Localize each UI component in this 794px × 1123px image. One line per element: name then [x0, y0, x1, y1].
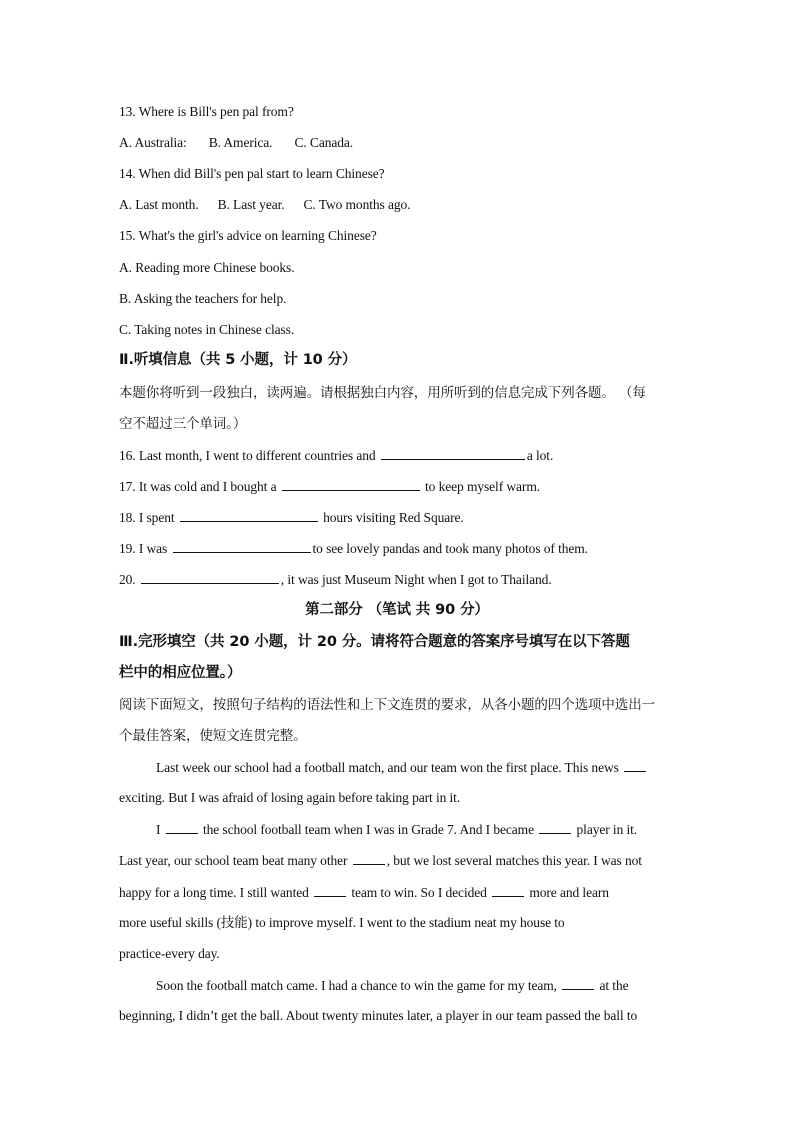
q20-text-after: , it was just Museum Night when I got to Thailand. — [280, 572, 552, 587]
passage-line-5-text-a: happy for a long time. I still wanted — [119, 885, 313, 900]
passage-line-5 — [119, 882, 675, 903]
q20-text-before: 20. — [119, 572, 139, 587]
q14-option-a: A. Last month. — [119, 197, 199, 212]
passage-line-9: beginning, I didn’t get the ball. About twenty minutes later, a player in our team passed the ball to — [119, 1008, 638, 1023]
question-13-options — [119, 133, 675, 153]
cloze-blank-4[interactable] — [353, 850, 385, 865]
passage-line-5-text-b: team to win. So I decided — [348, 885, 491, 900]
passage-line-5-text-c: more and learn — [526, 885, 609, 900]
q14-option-c: C. Two months ago. — [303, 197, 411, 212]
passage-line-8-text-a: Soon the football match came. I had a chance to win the game for my team, — [156, 978, 561, 993]
cloze-blank-1[interactable] — [624, 757, 646, 772]
question-14-stem: 14. When did Bill's pen pal start to learn Chinese? — [119, 166, 385, 181]
q15-option-c: C. Taking notes in Chinese class. — [119, 322, 295, 337]
question-19 — [119, 538, 675, 559]
section-2-instruction-line2: 空不超过三个单词。） — [119, 416, 247, 432]
passage-line-1 — [119, 757, 675, 778]
q20-answer-blank[interactable] — [141, 569, 279, 584]
q15-option-b: B. Asking the teachers for help. — [119, 291, 287, 306]
cloze-blank-2[interactable] — [166, 819, 198, 834]
section-3-instruction-line2: 个最佳答案，使短文连贯完整。 — [119, 728, 307, 744]
section-3-heading-line2: 栏中的相应位置。） — [119, 665, 242, 681]
cloze-blank-6[interactable] — [492, 882, 524, 897]
passage-line-4-text-b: , but we lost several matches this year. I was not — [386, 853, 642, 868]
section-3-heading-line1: Ⅲ.完形填空（共 20 小题，计 20 分。请将符合题意的答案序号填写在以下答题 — [119, 634, 630, 650]
passage-line-3-text-c: player in it. — [573, 822, 638, 837]
q18-text-after: hours visiting Red Square. — [319, 510, 464, 525]
passage-line-4 — [119, 850, 675, 871]
q13-option-c: C. Canada. — [294, 135, 354, 150]
passage-line-4-text-a: Last year, our school team beat many other — [119, 853, 351, 868]
q19-text-after: to see lovely pandas and took many photos of them. — [312, 541, 588, 556]
q18-text-before: 18. I spent — [119, 510, 178, 525]
q17-answer-blank[interactable] — [282, 476, 420, 491]
passage-line-8 — [119, 975, 675, 996]
cloze-blank-5[interactable] — [314, 882, 346, 897]
passage-line-1-text: Last week our school had a football match, and our team won the first place. This news — [156, 760, 623, 775]
q17-text-after: to keep myself warm. — [421, 479, 540, 494]
q14-option-b: B. Last year. — [217, 197, 285, 212]
part-2-title: 第二部分 （笔试 共 90 分） — [305, 602, 489, 618]
passage-line-3-text-b: the school football team when I was in Grade 7. And I became — [199, 822, 538, 837]
cloze-blank-7[interactable] — [562, 975, 594, 990]
q13-option-b: B. America. — [208, 135, 273, 150]
passage-line-2: exciting. But I was afraid of losing again before taking part in it. — [119, 790, 461, 805]
cloze-blank-3[interactable] — [539, 819, 571, 834]
q16-text-before: 16. Last month, I went to different countries and — [119, 448, 379, 463]
passage-line-3-text-a: I — [156, 822, 164, 837]
passage-line-6: more useful skills (技能) to improve myself. I went to the stadium neat my house to — [119, 915, 565, 930]
q15-option-a: A. Reading more Chinese books. — [119, 260, 295, 275]
passage-line-8-text-b: at the — [596, 978, 629, 993]
q19-text-before: 19. I was — [119, 541, 171, 556]
question-20 — [119, 569, 675, 590]
question-16 — [119, 445, 675, 466]
q16-text-after: a lot. — [526, 448, 554, 463]
section-2-heading: Ⅱ.听填信息（共 5 小题，计 10 分） — [119, 352, 357, 368]
section-2-instruction-line1: 本题你将听到一段独白，读两遍。请根据独白内容，用所听到的信息完成下列各题。 （每 — [119, 385, 646, 401]
q17-text-before: 17. It was cold and I bought a — [119, 479, 280, 494]
section-3-instruction-line1: 阅读下面短文，按照句子结构的语法性和上下文连贯的要求，从各小题的四个选项中选出一 — [119, 697, 655, 713]
question-15-stem: 15. What's the girl's advice on learning Chinese? — [119, 228, 377, 243]
q16-answer-blank[interactable] — [381, 445, 525, 460]
q19-answer-blank[interactable] — [173, 538, 311, 553]
q13-option-a: A. Australia: — [119, 135, 187, 150]
passage-line-7: practice-every day. — [119, 946, 220, 961]
question-18 — [119, 507, 675, 528]
question-14-options — [119, 195, 675, 215]
question-17 — [119, 476, 675, 497]
passage-line-3 — [119, 819, 675, 840]
q18-answer-blank[interactable] — [180, 507, 318, 522]
question-13-stem: 13. Where is Bill's pen pal from? — [119, 104, 294, 119]
